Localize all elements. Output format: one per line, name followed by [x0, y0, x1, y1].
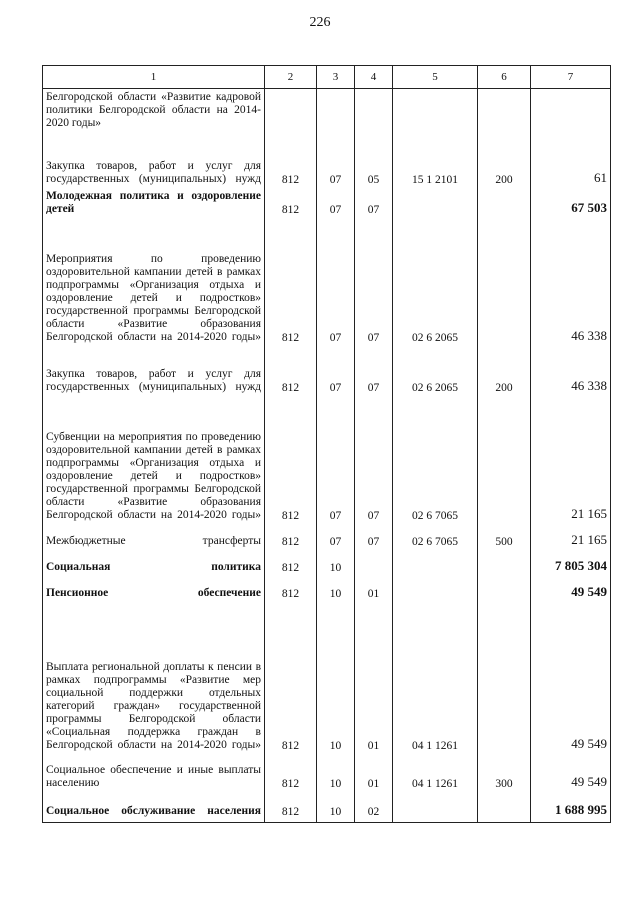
row-code-c3: 10 — [317, 578, 355, 604]
row-code-c3: 10 — [317, 604, 355, 756]
row-code-c3: 07 — [317, 220, 355, 348]
row-code-c4: 01 — [355, 578, 393, 604]
row-code-c5: 02 6 7065 — [393, 526, 478, 552]
row-code-c6 — [478, 604, 531, 756]
row-code-c3 — [317, 89, 355, 135]
row-code-c3: 07 — [317, 190, 355, 220]
row-code-c2: 812 — [265, 398, 317, 526]
row-code-c4 — [355, 552, 393, 578]
row-amount: 67 503 — [531, 190, 611, 220]
row-code-c5 — [393, 578, 478, 604]
row-name: Закупка товаров, работ и услуг для государственных (муниципальных) нужд — [43, 348, 265, 398]
row-code-c5 — [393, 89, 478, 135]
row-code-c3: 10 — [317, 756, 355, 794]
row-code-c6 — [478, 552, 531, 578]
row-code-c4: 07 — [355, 220, 393, 348]
column-header: 3 — [317, 66, 355, 89]
row-amount: 1 688 995 — [531, 794, 611, 822]
row-code-c3: 07 — [317, 348, 355, 398]
row-code-c6 — [478, 220, 531, 348]
column-header: 5 — [393, 66, 478, 89]
budget-table — [42, 65, 611, 823]
column-header: 4 — [355, 66, 393, 89]
table-row — [43, 348, 611, 398]
row-code-c5: 04 1 1261 — [393, 756, 478, 794]
row-name: Субвенции на мероприятия по проведению оздоровительной кампании детей в рамках подпрограммы «Организация отдыха и оздоровление детей и подростков» государственной программы Белгородской области «Развитие образования Белгородской области на 2014-2020 годы» — [43, 398, 265, 526]
row-code-c5: 15 1 2101 — [393, 134, 478, 190]
row-code-c3: 10 — [317, 794, 355, 822]
row-code-c2: 812 — [265, 348, 317, 398]
row-code-c4: 07 — [355, 190, 393, 220]
row-code-c6 — [478, 89, 531, 135]
row-code-c3: 10 — [317, 552, 355, 578]
row-amount: 21 165 — [531, 398, 611, 526]
row-code-c4: 07 — [355, 348, 393, 398]
row-code-c6: 500 — [478, 526, 531, 552]
table-row — [43, 89, 611, 135]
row-code-c6: 300 — [478, 756, 531, 794]
row-amount: 49 549 — [531, 578, 611, 604]
row-code-c6 — [478, 794, 531, 822]
row-code-c2 — [265, 89, 317, 135]
table-row — [43, 552, 611, 578]
row-code-c2: 812 — [265, 190, 317, 220]
row-code-c2: 812 — [265, 604, 317, 756]
row-amount: 49 549 — [531, 756, 611, 794]
row-amount — [531, 89, 611, 135]
row-name: Социальное обеспечение и иные выплаты населению — [43, 756, 265, 794]
row-code-c5: 02 6 7065 — [393, 398, 478, 526]
row-name: Молодежная политика и оздоровление детей — [43, 190, 265, 220]
row-code-c5: 02 6 2065 — [393, 220, 478, 348]
row-name: Социальная политика — [43, 552, 265, 578]
table-row — [43, 526, 611, 552]
row-code-c3: 07 — [317, 398, 355, 526]
row-code-c6: 200 — [478, 348, 531, 398]
row-amount: 21 165 — [531, 526, 611, 552]
row-code-c6 — [478, 578, 531, 604]
table-row — [43, 134, 611, 190]
row-name: Закупка товаров, работ и услуг для государственных (муниципальных) нужд — [43, 134, 265, 190]
column-header: 7 — [531, 66, 611, 89]
row-amount: 61 — [531, 134, 611, 190]
row-name: Социальное обслуживание населения — [43, 794, 265, 822]
column-header: 2 — [265, 66, 317, 89]
row-code-c5: 04 1 1261 — [393, 604, 478, 756]
row-name: Межбюджетные трансферты — [43, 526, 265, 552]
row-code-c6 — [478, 398, 531, 526]
table-row — [43, 220, 611, 348]
row-name: Выплата региональной доплаты к пенсии в рамках подпрограммы «Развитие мер социальной поддержки отдельных категорий граждан» государственной программы Белгородской области «Социальная поддержка граждан в Белгородской области на 2014-2020 годы» — [43, 604, 265, 756]
table-row — [43, 756, 611, 794]
row-code-c4: 07 — [355, 398, 393, 526]
page-number: 226 — [309, 15, 331, 30]
row-code-c5 — [393, 190, 478, 220]
row-code-c2: 812 — [265, 134, 317, 190]
row-code-c4: 07 — [355, 526, 393, 552]
column-header: 6 — [478, 66, 531, 89]
row-amount: 46 338 — [531, 220, 611, 348]
row-code-c5: 02 6 2065 — [393, 348, 478, 398]
row-amount: 49 549 — [531, 604, 611, 756]
row-code-c4 — [355, 89, 393, 135]
table-row — [43, 398, 611, 526]
row-code-c2: 812 — [265, 552, 317, 578]
row-code-c4: 01 — [355, 756, 393, 794]
row-code-c4: 01 — [355, 604, 393, 756]
row-name: Мероприятия по проведению оздоровительной кампании детей в рамках подпрограммы «Организация отдыха и оздоровление детей и подростков» государственной программы Белгородской области «Развитие образования Белгородской области на 2014-2020 годы» — [43, 220, 265, 348]
row-code-c2: 812 — [265, 220, 317, 348]
row-name: Пенсионное обеспечение — [43, 578, 265, 604]
row-code-c2: 812 — [265, 794, 317, 822]
table-row — [43, 604, 611, 756]
row-code-c3: 07 — [317, 526, 355, 552]
row-code-c5 — [393, 794, 478, 822]
row-amount: 46 338 — [531, 348, 611, 398]
row-code-c2: 812 — [265, 578, 317, 604]
row-code-c2: 812 — [265, 526, 317, 552]
row-code-c4: 02 — [355, 794, 393, 822]
row-code-c6 — [478, 190, 531, 220]
column-header: 1 — [43, 66, 265, 89]
row-code-c3: 07 — [317, 134, 355, 190]
row-code-c5 — [393, 552, 478, 578]
table-row — [43, 578, 611, 604]
row-code-c6: 200 — [478, 134, 531, 190]
row-amount: 7 805 304 — [531, 552, 611, 578]
row-code-c4: 05 — [355, 134, 393, 190]
table-row — [43, 794, 611, 822]
row-code-c2: 812 — [265, 756, 317, 794]
header-row — [43, 66, 611, 89]
row-name: Белгородской области «Развитие кадровой политики Белгородской области на 2014-2020 годы» — [43, 89, 265, 135]
table-row — [43, 190, 611, 220]
